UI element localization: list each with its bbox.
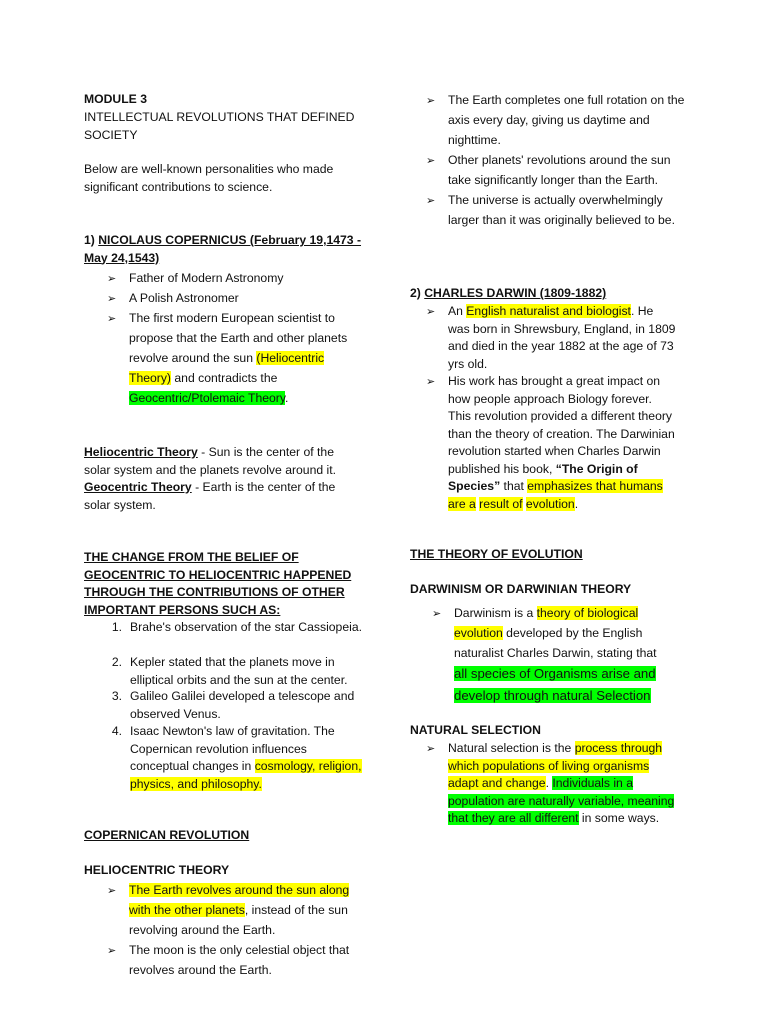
copernicus-heading: 1) NICOLAUS COPERNICUS (February 19,1473 - May 24,1543)	[84, 233, 362, 265]
copernicus-bullet-1: ➢ Father of Modern Astronomy	[107, 268, 362, 289]
darwinism-bullet: ➢ Darwinism is a theory of biological evolution developed by the English naturalist Charles Darwin, stating that all species of Organisms arise and develop through natural Selection	[432, 603, 672, 707]
arrow-bullet-icon: ➢	[107, 945, 117, 957]
copernicus-bullet-2: ➢ A Polish Astronomer	[107, 288, 362, 309]
arrow-bullet-icon: ➢	[107, 273, 117, 285]
darwin-heading: 2) CHARLES DARWIN (1809-1882)	[410, 286, 607, 300]
contributor-item-1: 1. Brahe's observation of the star Cassiopeia.	[111, 620, 362, 634]
darwin-bullet-1: ➢ An English naturalist and biologist. He was born in Shrewsbury, England, in 1809 and died in the year 1882 at the age of 73 yrs old.	[426, 303, 676, 373]
heliocentric-bullet-2: ➢ The moon is the only celestial object that revolves around the Earth.	[107, 940, 365, 980]
heliocentric-bullet-1: ➢ The Earth revolves around the sun along with the other planets, instead of the sun revolving around the Earth.	[107, 880, 365, 940]
change-heading: THE CHANGE FROM THE BELIEF OF GEOCENTRIC TO HELIOCENTRIC HAPPENED THROUGH THE CONTRIBUTIONS OF OTHER IMPORTANT PERSONS SUCH AS:	[84, 550, 352, 617]
copernican-revolution-heading: COPERNICAN REVOLUTION	[84, 828, 250, 842]
contributor-item-4: 4. Isaac Newton's law of gravitation. The Copernican revolution influences conceptual changes in cosmology, religion, physics, and philosophy.	[111, 724, 362, 791]
darwin-bullet-2: ➢ His work has brought a great impact on how people approach Biology forever. This revolution provided a different theory than the theory of creation. The Darwinian revolution started when Charles Darwin published his book, “The Origin of Species” that emphasizes that humans are a result of evolution.	[426, 373, 676, 513]
copernicus-bullet-3: ➢ The first modern European scientist to propose that the Earth and other planets revolve around the sun (Heliocentric Theory) and contradicts the Geocentric/Ptolemaic Theory.	[107, 308, 362, 408]
arrow-bullet-icon: ➢	[426, 376, 436, 388]
arrow-bullet-icon: ➢	[426, 95, 436, 107]
heliocentric-bullet-4: ➢ Other planets' revolutions around the sun take significantly longer than the Earth.	[426, 150, 686, 190]
contributor-item-3: 3. Galileo Galilei developed a telescope and observed Venus.	[111, 689, 355, 721]
heliocentric-bullet-3: ➢ The Earth completes one full rotation on the axis every day, giving us daytime and nighttime.	[426, 90, 686, 150]
theory-of-evolution-heading: THE THEORY OF EVOLUTION	[410, 547, 583, 561]
intro-paragraph: Below are well-known personalities who made significant contributions to science.	[84, 162, 334, 194]
natural-selection-bullet: ➢ Natural selection is the process through which populations of living organisms adapt and change. Individuals in a population are naturally variable, meaning that they are all different in some ways.	[426, 740, 678, 828]
contributor-item-2: 2. Kepler stated that the planets move in elliptical orbits and the sun at the center.	[111, 655, 348, 687]
arrow-bullet-icon: ➢	[426, 306, 436, 318]
arrow-bullet-icon: ➢	[107, 313, 117, 325]
document-title: INTELLECTUAL REVOLUTIONS THAT DEFINED SOCIETY	[84, 110, 355, 142]
arrow-bullet-icon: ➢	[107, 885, 117, 897]
arrow-bullet-icon: ➢	[107, 293, 117, 305]
natural-selection-heading: NATURAL SELECTION	[410, 723, 541, 737]
arrow-bullet-icon: ➢	[432, 608, 442, 620]
module-label: MODULE 3	[84, 92, 147, 106]
geocentric-definition: Geocentric Theory - Earth is the center of the solar system.	[84, 480, 336, 512]
arrow-bullet-icon: ➢	[426, 743, 436, 755]
heliocentric-definition: Heliocentric Theory - Sun is the center of the solar system and the planets revolve around it.	[84, 445, 337, 477]
darwinism-heading: DARWINISM OR DARWINIAN THEORY	[410, 582, 632, 596]
heliocentric-bullet-5: ➢ The universe is actually overwhelmingly larger than it was originally believed to be.	[426, 190, 686, 230]
heliocentric-theory-heading: HELIOCENTRIC THEORY	[84, 863, 230, 877]
arrow-bullet-icon: ➢	[426, 155, 436, 167]
arrow-bullet-icon: ➢	[426, 195, 436, 207]
